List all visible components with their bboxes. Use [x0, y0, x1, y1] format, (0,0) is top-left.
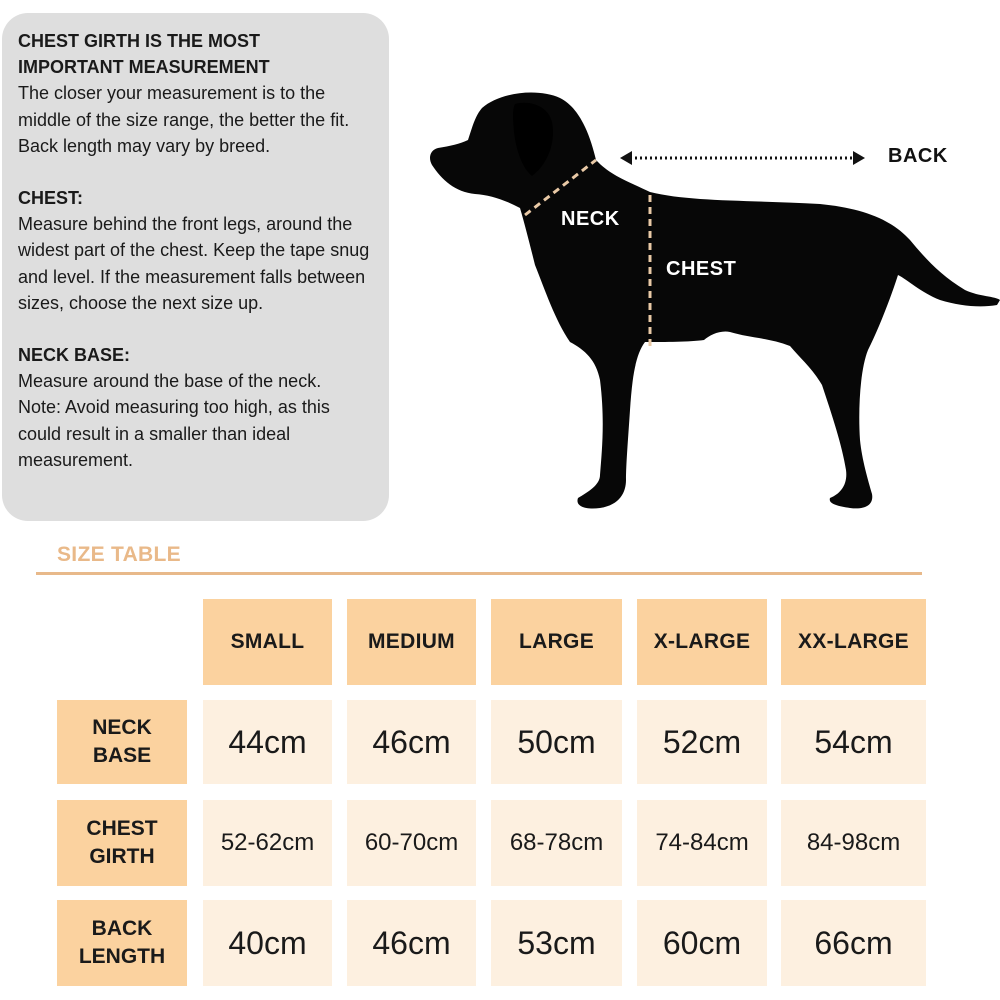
table-cell-back-medium: 46cm [347, 900, 476, 986]
table-cell-neck-x-large: 52cm [637, 700, 767, 784]
guide-text-chest: Measure behind the front legs, around the widest part of the chest. Keep the tape snug and level. If the measurement falls between sizes, choose the next size up. [18, 214, 370, 313]
guide-text-chest-girth: The closer your measurement is to the middle of the size range, the better the fit. Back length may vary by breed. [18, 83, 350, 156]
row-header-neck-base [57, 700, 187, 784]
row-header-back-length-line1: BACK [91, 917, 153, 940]
column-header-medium: MEDIUM [347, 599, 476, 685]
row-header-back-length-line2: LENGTH [78, 945, 166, 968]
table-cell-neck-large: 50cm [491, 700, 622, 784]
table-cell-chest-medium: 60-70cm [347, 800, 476, 886]
guide-text-neck-base: Measure around the base of the neck. Note: Avoid measuring too high, as this could result in a smaller than ideal measurement. [18, 371, 330, 470]
table-cell-back-large: 53cm [491, 900, 622, 986]
table-cell-neck-small: 44cm [203, 700, 332, 784]
guide-heading-chest: CHEST: [18, 188, 84, 209]
back-arrow-left-head [620, 151, 632, 165]
chest-label: CHEST [666, 258, 737, 280]
guide-heading-chest-girth: CHEST GIRTH IS THE MOST IMPORTANT MEASUREMENT [18, 31, 270, 78]
row-header-neck-base-line2: BASE [92, 744, 152, 767]
table-cell-back-small: 40cm [203, 900, 332, 986]
table-cell-neck-xx-large: 54cm [781, 700, 926, 784]
column-header-small: SMALL [203, 599, 332, 685]
column-header-large: LARGE [491, 599, 622, 685]
table-cell-back-xx-large: 66cm [781, 900, 926, 986]
column-header-xx-large: XX-LARGE [781, 599, 926, 685]
row-header-chest-girth-line2: GIRTH [89, 845, 155, 868]
table-cell-chest-large: 68-78cm [491, 800, 622, 886]
table-cell-chest-xx-large: 84-98cm [781, 800, 926, 886]
row-header-back-length [57, 900, 187, 986]
back-arrow-right-head [853, 151, 865, 165]
back-label: BACK [888, 145, 948, 167]
table-cell-chest-small: 52-62cm [203, 800, 332, 886]
row-header-chest-girth-line1: CHEST [86, 817, 158, 840]
size-table-title-rule [36, 572, 922, 575]
table-cell-chest-x-large: 74-84cm [637, 800, 767, 886]
guide-heading-neck-base: NECK BASE: [18, 345, 131, 366]
row-header-chest-girth [57, 800, 187, 886]
column-header-x-large: X-LARGE [637, 599, 767, 685]
size-table-title: SIZE TABLE [57, 543, 181, 566]
neck-label: NECK [561, 208, 620, 230]
table-cell-back-x-large: 60cm [637, 900, 767, 986]
table-cell-neck-medium: 46cm [347, 700, 476, 784]
row-header-neck-base-line1: NECK [92, 716, 152, 739]
measurement-guide-panel [2, 13, 389, 521]
